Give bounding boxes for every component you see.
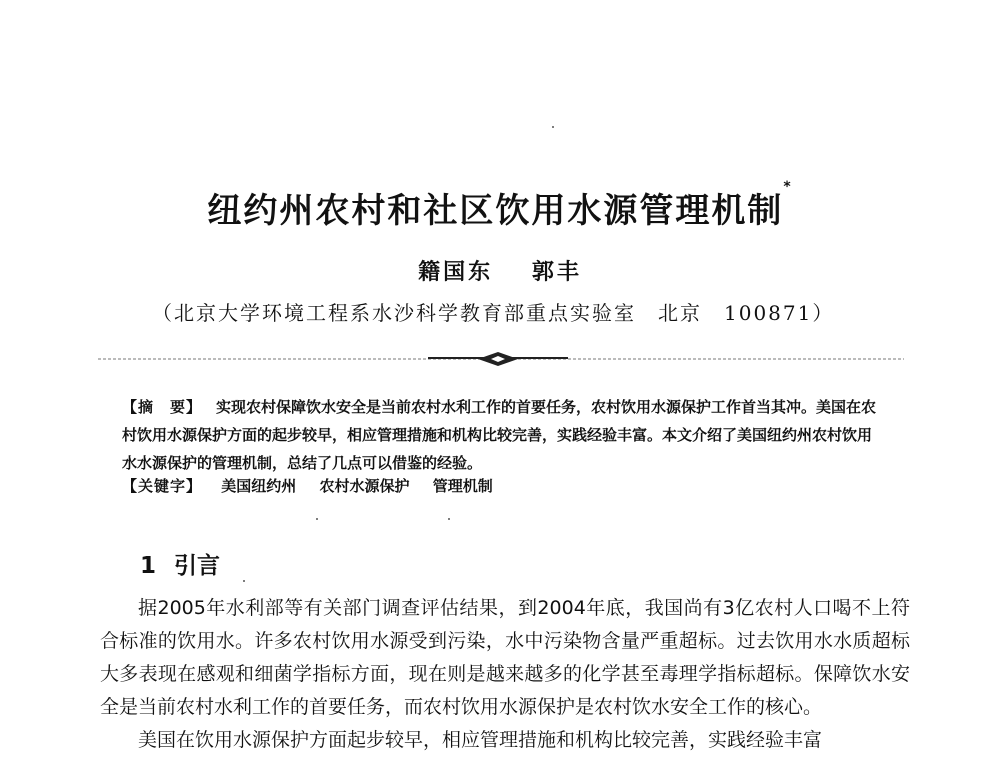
title-footnote-mark: * [783, 179, 793, 195]
scan-speck [243, 580, 245, 582]
abstract [122, 393, 882, 477]
paragraph: 据2005年水利部等有关部门调查评估结果，到2004年底，我国尚有3亿农村人口喝不上符合标准的饮用水。许多农村饮用水源受到污染，水中污染物含量严重超标。过去饮用水水质超标大多表现在感观和细菌学指标方面，现在则是越来越多的化学甚至毒理学指标超标。保障饮水安全是当前农村水利工作的首要任务，而农村饮用水源保护是农村饮水安全工作的核心。 [100, 597, 910, 718]
scan-speck [552, 126, 554, 128]
paragraph: 美国在饮用水源保护方面起步较早，相应管理措施和机构比较完善，实践经验丰富 [138, 729, 823, 751]
keywords [122, 475, 511, 496]
scan-speck [316, 518, 318, 520]
author-name: 郭丰 [531, 259, 582, 285]
keywords-label: 【关键字】 [122, 477, 203, 495]
section-number: 1 [140, 553, 157, 579]
keyword: 管理机制 [432, 477, 493, 495]
body-text [100, 592, 910, 757]
abstract-text: 实现农村保障饮水安全是当前农村水利工作的首要任务，农村饮用水源保护工作首当其冲。美国在农村饮用水源保护方面的起步较早，相应管理措施和机构比较完善，实践经验丰富。本文介绍了美国纽约州农村饮用水水源保护的管理机制，总结了几点可以借鉴的经验。 [122, 398, 877, 472]
section-heading [140, 547, 220, 580]
paper-title [0, 179, 1000, 232]
ornamental-divider [98, 349, 904, 369]
scan-speck [448, 518, 450, 520]
title-text: 纽约州农村和社区饮用水源管理机制 [207, 191, 784, 231]
section-title: 引言 [174, 553, 221, 579]
authors [0, 255, 1000, 286]
author-name: 籍国东 [418, 259, 494, 285]
affiliation: （北京大学环境工程系水沙科学教育部重点实验室 北京 100871） [152, 301, 835, 325]
abstract-label: 【摘 要】 [122, 398, 203, 416]
keyword: 农村水源保护 [319, 477, 410, 495]
keyword: 美国纽约州 [221, 477, 297, 495]
